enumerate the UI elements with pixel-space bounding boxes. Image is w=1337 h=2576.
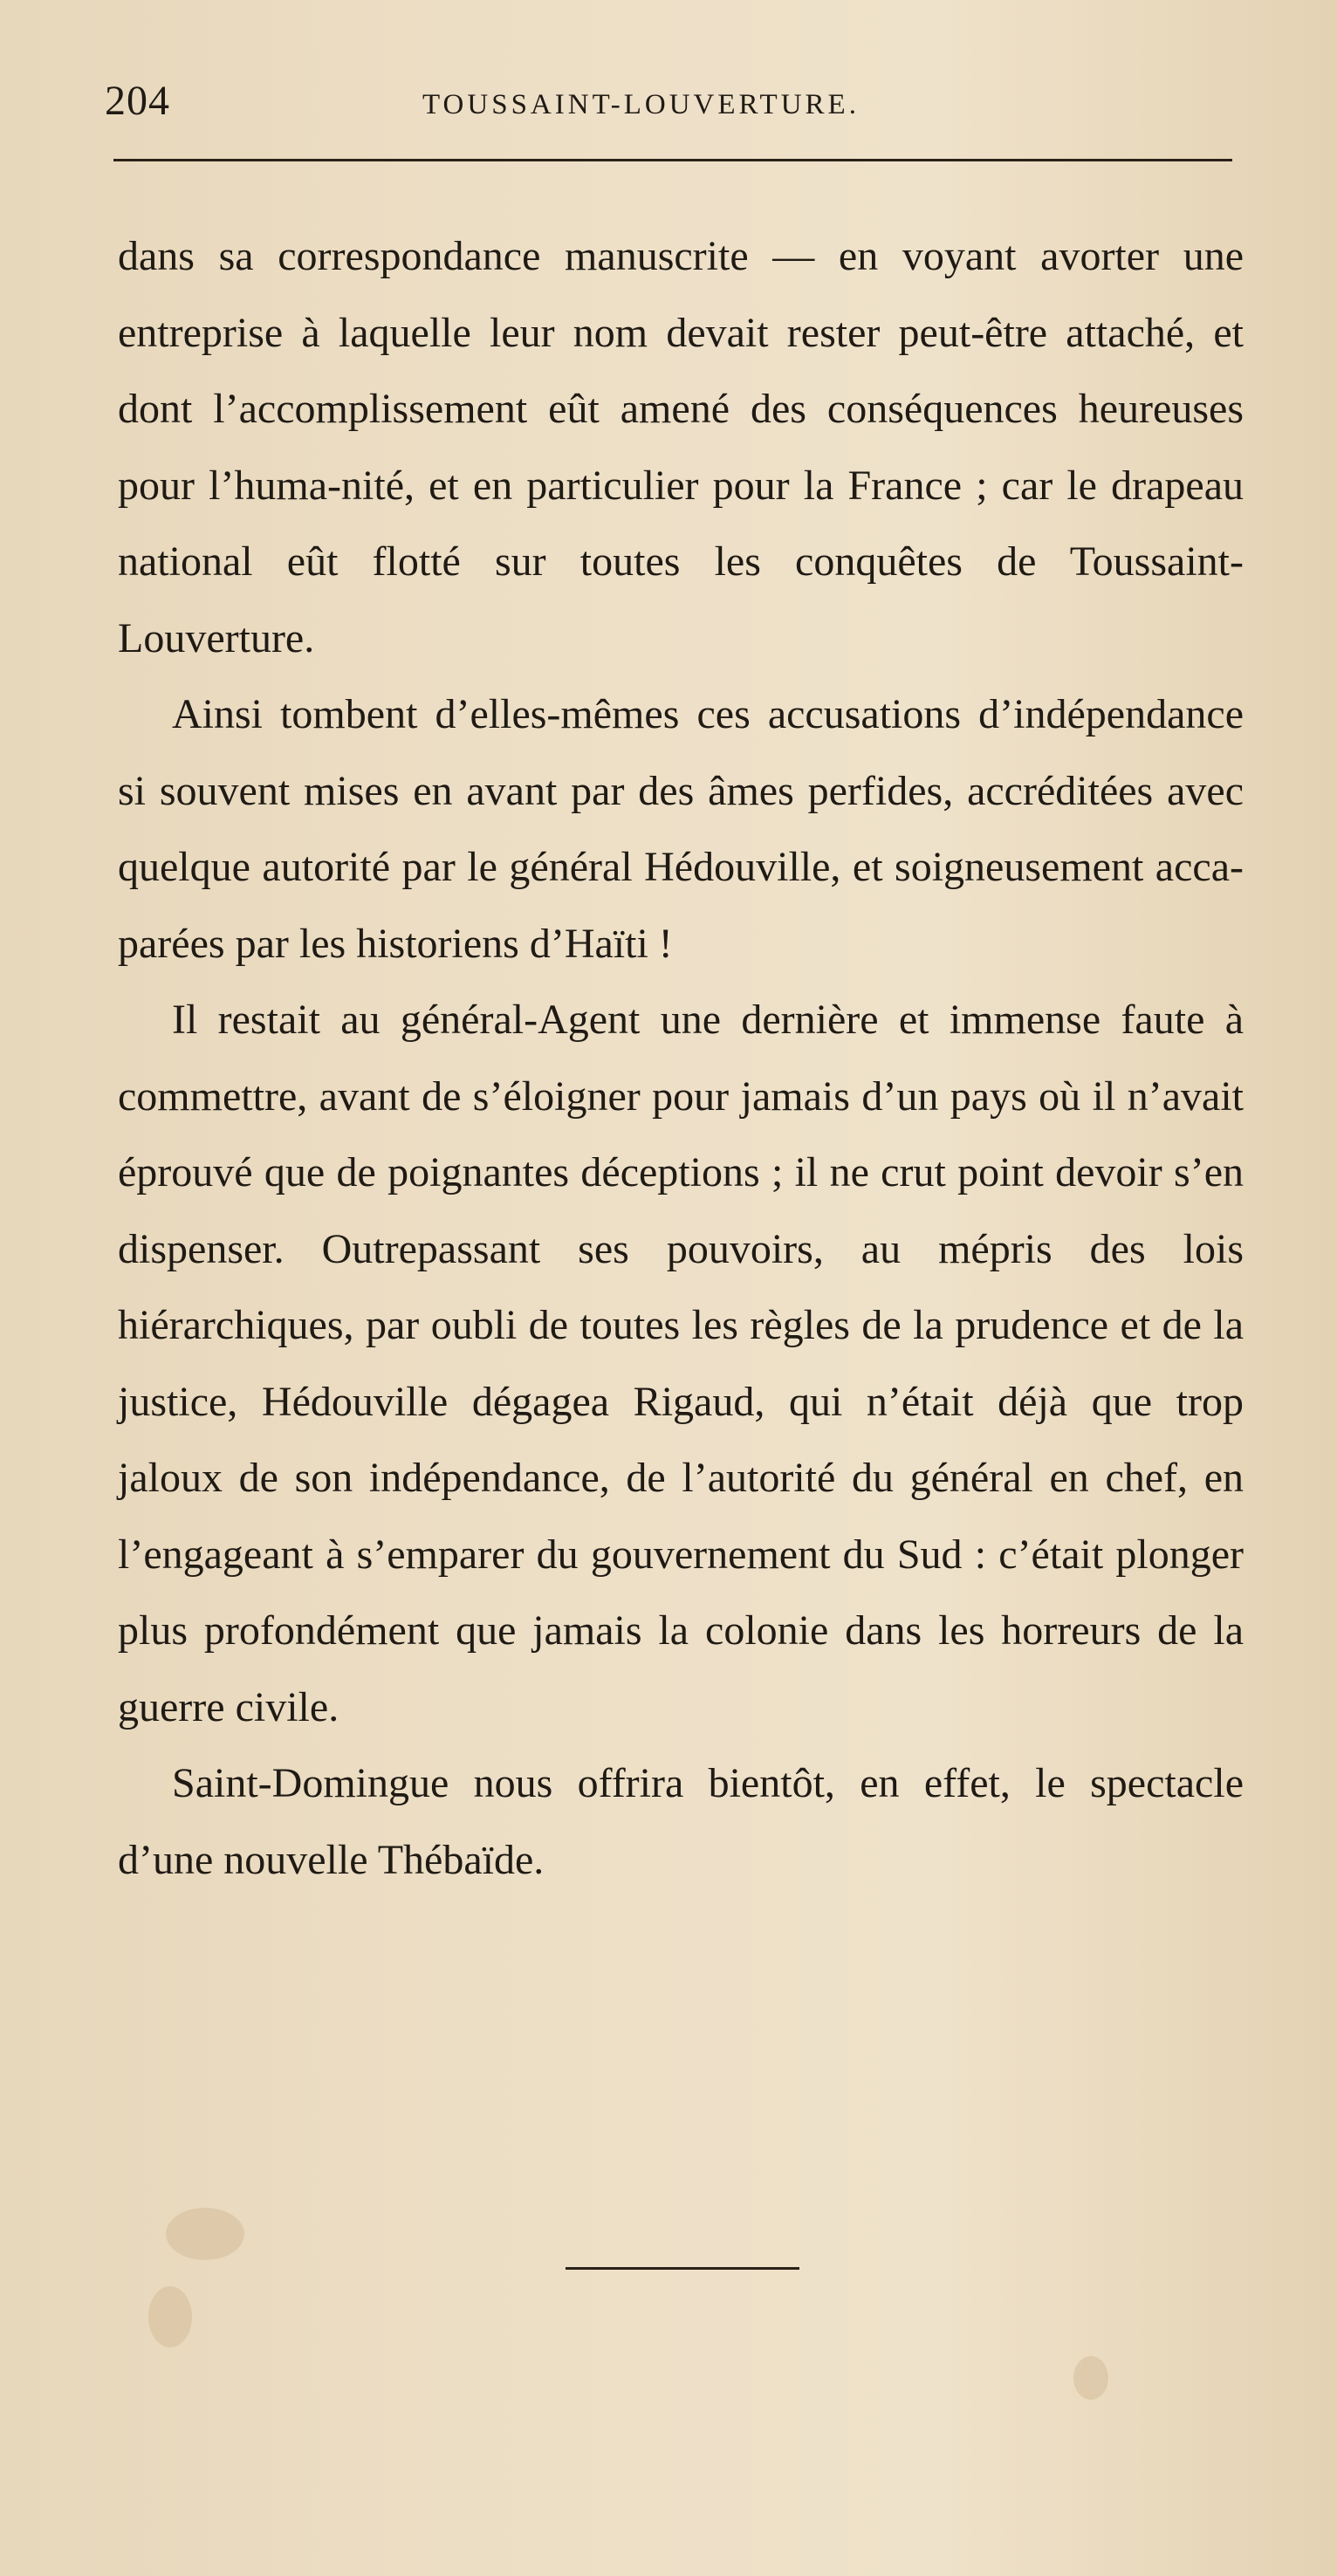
body-text (118, 218, 1244, 1898)
section-end-rule (566, 2267, 799, 2270)
paper-stain (148, 2286, 192, 2347)
page-number: 204 (105, 78, 170, 124)
page-header (105, 77, 1239, 138)
running-title: TOUSSAINT-LOUVERTURE. (422, 89, 860, 120)
paragraph-continuation: dans sa correspondance manuscrite — en voyant avorter une entreprise à laquelle leur nom devait rester peut-être attaché, et dont l’accomplissement eût amené des conséquences heureuses pour l’huma-nité, et en particulier pour la France ; car le drapeau national eût flotté sur toutes les conquêtes de Toussaint-Louverture. (118, 233, 1244, 661)
paragraph: Ainsi tombent d’elles-mêmes ces accusations d’indépendance si souvent mises en avant par des âmes perfides, accréditées avec quelque autorité par le général Hédouville, et soigneusement acca-parées par les historiens d’Haïti ! (118, 691, 1244, 967)
paragraph: Il restait au général-Agent une dernière et immense faute à commettre, avant de s’éloigner pour jamais d’un pays où il n’avait éprouvé que de poignantes déceptions ; il ne crut point devoir s’en dispenser. Outrepassant ses pouvoirs, au mépris des lois hiérarchiques, par oubli de toutes les règles de la prudence et de la justice, Hédouville dégagea Rigaud, qui n’était déjà que trop jaloux de son indépendance, de l’autorité du général en chef, en l’engageant à s’emparer du gouvernement du Sud : c’était plonger plus profondément que jamais la colonie dans les horreurs de la guerre civile. (118, 997, 1244, 1730)
header-rule (113, 159, 1232, 161)
paper-stain (1073, 2356, 1108, 2400)
paragraph: Saint-Domingue nous offrira bientôt, en effet, le spectacle d’une nouvelle Thébaïde. (118, 1760, 1244, 1883)
paper-stain (166, 2208, 244, 2260)
